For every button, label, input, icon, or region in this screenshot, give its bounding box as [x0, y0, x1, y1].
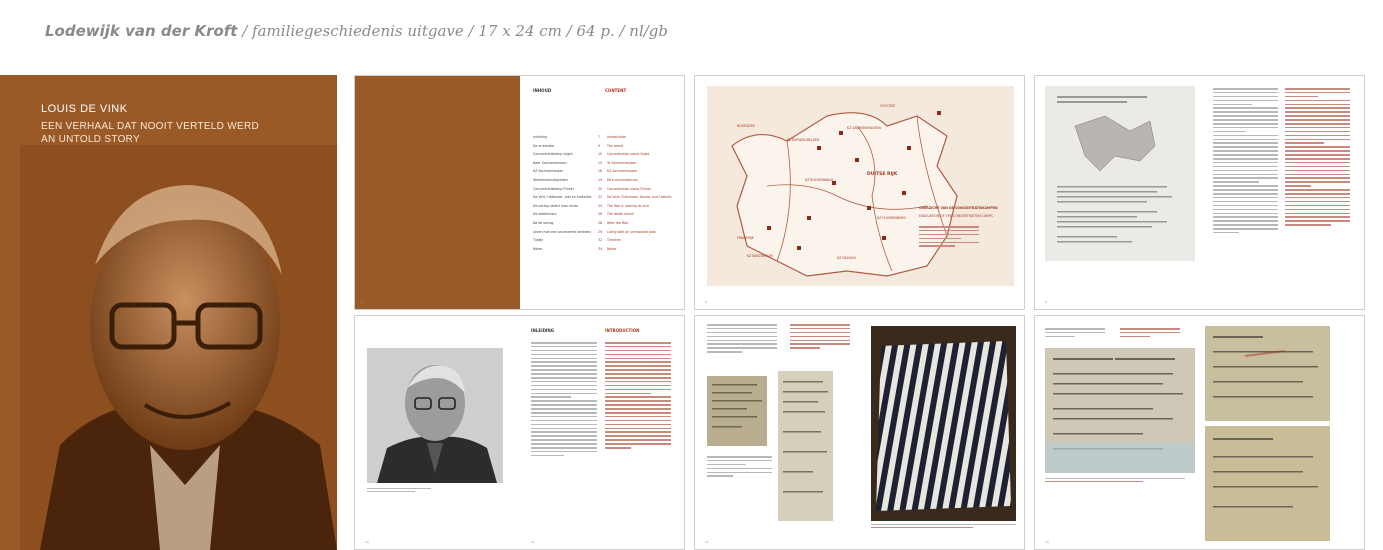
page-number: 12	[705, 540, 709, 544]
spread-uniform	[694, 315, 1025, 550]
intro-heading-nl: INLEIDING	[531, 328, 555, 333]
map-label-rijk: DUITSE RIJK	[867, 172, 898, 177]
toc-row-en: Living with an unresolved past	[607, 229, 656, 234]
toc-row-en: The arrest	[607, 143, 624, 148]
page-number: 8	[1045, 300, 1047, 304]
cover-subtitle	[41, 120, 259, 146]
page-number: 4	[361, 300, 363, 304]
toc-row-en: The death march	[607, 212, 635, 217]
header-details: / familiegeschiedenis uitgave / 17 x 24 cm / 64 p. / nl/gb	[237, 22, 669, 40]
toc-row-nl: De oorlog nadert haar einde	[533, 203, 579, 208]
toc-row-en: After the War	[607, 221, 629, 225]
toc-row-nl: Noten	[533, 246, 543, 251]
page-header	[45, 22, 668, 46]
map-label-frankrijk: FRANKRIJK	[737, 236, 754, 240]
map-label-noordzee: NOORDZEE	[737, 124, 756, 128]
body-text-left	[1213, 88, 1278, 236]
doc-text-top-right	[790, 324, 850, 351]
spread-documents	[1034, 75, 1365, 310]
toc-row-page: 10	[598, 152, 603, 157]
toc-row-page: 29	[598, 229, 603, 234]
map-label-camp-1: KZ SACHSENHAUSEN	[847, 126, 881, 130]
map-legend-title: OVERZICHT VAN DE CONCENTRATIEKAMPEN	[919, 206, 998, 210]
registration-card	[707, 376, 767, 446]
spread-cards	[1034, 315, 1365, 550]
toc-row-nl: Werkomstandigheden	[533, 178, 568, 182]
cover-title: LOUIS DE VINK	[41, 103, 128, 115]
striped-uniform-photo	[871, 326, 1016, 521]
spread-contents	[354, 75, 685, 310]
page-number: 13	[1045, 540, 1049, 544]
toc-row-nl: Inleiding	[533, 135, 547, 139]
toc-row-page: 32	[598, 238, 603, 243]
cards-caption	[1045, 478, 1185, 485]
toc-row-page: 34	[598, 246, 603, 251]
header-author: Lodewijk van der Kroft	[45, 22, 238, 40]
toc-row-page: 7	[598, 135, 601, 139]
toc-row-nl: Na de oorlog	[533, 221, 554, 225]
intro-text-nl	[531, 342, 597, 459]
toc-row-nl: Leven met een onverwerkt verleden	[533, 229, 591, 234]
map-legend-sub: EVACUATION OF THE CONCENTRATION CAMPS	[919, 214, 993, 218]
author-photo	[367, 348, 503, 483]
map-label-camp-4: KZ DACHAU	[837, 256, 856, 260]
photo-caption	[367, 488, 447, 495]
intro-heading-en: INTRODUCTION	[605, 328, 640, 333]
toc-row-page: 22	[598, 195, 603, 200]
uniform-caption	[871, 524, 1016, 531]
toc-row-en: Notes	[607, 246, 617, 251]
toc-row-nl: Tijdlijn	[533, 238, 544, 243]
toc-row-en: Timeline	[607, 238, 621, 243]
toc-row-page: 26	[598, 212, 603, 217]
toc-row-page: 19	[598, 178, 603, 182]
page-number: 6	[705, 300, 707, 304]
toc-row-en: Dire circumstances	[607, 178, 638, 182]
toc-row-en: De Vink: Dutchman, Doctor and Catholic	[607, 195, 672, 200]
index-card-1	[1045, 348, 1195, 473]
toc-row-page: 28	[598, 221, 603, 225]
spread-map	[694, 75, 1025, 310]
doc-text-top-left	[707, 324, 777, 355]
toc-row-en: KZ Sachsenhausen	[607, 169, 638, 174]
toc-row-en: The War is nearing its end	[607, 203, 649, 208]
book-cover	[0, 75, 337, 550]
cover-subtitle-nl: EEN VERHAAL DAT NOOIT VERTELD WERD	[41, 121, 260, 132]
toc-row-nl: De Vink, Hollander, arts en katholiek	[533, 195, 592, 200]
cover-subtitle-en: AN UNTOLD STORY	[41, 134, 140, 145]
toc-row-page: 20	[598, 186, 603, 191]
map-legend-lines	[919, 226, 979, 249]
toc-row-nl: Concentratiekamp Flinker	[533, 186, 575, 191]
intro-text-en	[605, 342, 671, 451]
map-label-camp-5: KZ NATZWEILER	[747, 254, 773, 258]
toc-row-en: Concentration camp Vught	[607, 152, 650, 157]
toc-row-nl: De dodenmars	[533, 212, 557, 217]
toc-heading-nl: INHOUD	[533, 88, 552, 93]
body-text-right	[1285, 88, 1350, 228]
toc-row-nl: Concentratiekamp Vught	[533, 152, 573, 157]
brown-panel	[355, 76, 520, 310]
map-label-camp-2: KZ BERGEN-BELSEN	[787, 138, 820, 142]
toc-row-en: To Sachsenhausen	[607, 160, 637, 165]
index-card-2	[1205, 326, 1330, 421]
toc-row-en: Concentration camp Flinker	[607, 186, 652, 191]
toc-row-nl: KZ Sachsenhausen	[533, 169, 564, 174]
toc-row-page: 24	[598, 203, 603, 208]
prisoner-card	[778, 371, 833, 521]
toc-row-page: 15	[598, 160, 603, 165]
toc-heading-en: CONTENT	[605, 88, 627, 93]
cards-text-right	[1120, 328, 1180, 340]
map-label-oostzee: OOSTZEE	[880, 104, 896, 108]
toc-row-nl: Naar Sachsenhausen	[533, 160, 567, 165]
map-panel	[707, 86, 1014, 286]
portrait-photo	[20, 145, 337, 550]
map-label-camp-3: KZ BUCHENWALD	[805, 178, 834, 182]
index-card-3	[1205, 426, 1330, 541]
toc-row-en: Introduction	[607, 135, 627, 139]
page-number: 11	[531, 540, 535, 544]
page-number: 10	[365, 540, 369, 544]
cards-text-left	[1045, 328, 1105, 340]
toc-row-page: 16	[598, 169, 603, 174]
spread-introduction	[354, 315, 685, 550]
map-label-camp-6: KZ FLOSSENBÜRG	[877, 216, 906, 220]
toc-row-nl: De arrestatie	[533, 143, 554, 148]
document-scan	[1045, 86, 1195, 261]
doc-text-mid	[707, 456, 772, 479]
toc-row-page: 9	[598, 143, 601, 148]
